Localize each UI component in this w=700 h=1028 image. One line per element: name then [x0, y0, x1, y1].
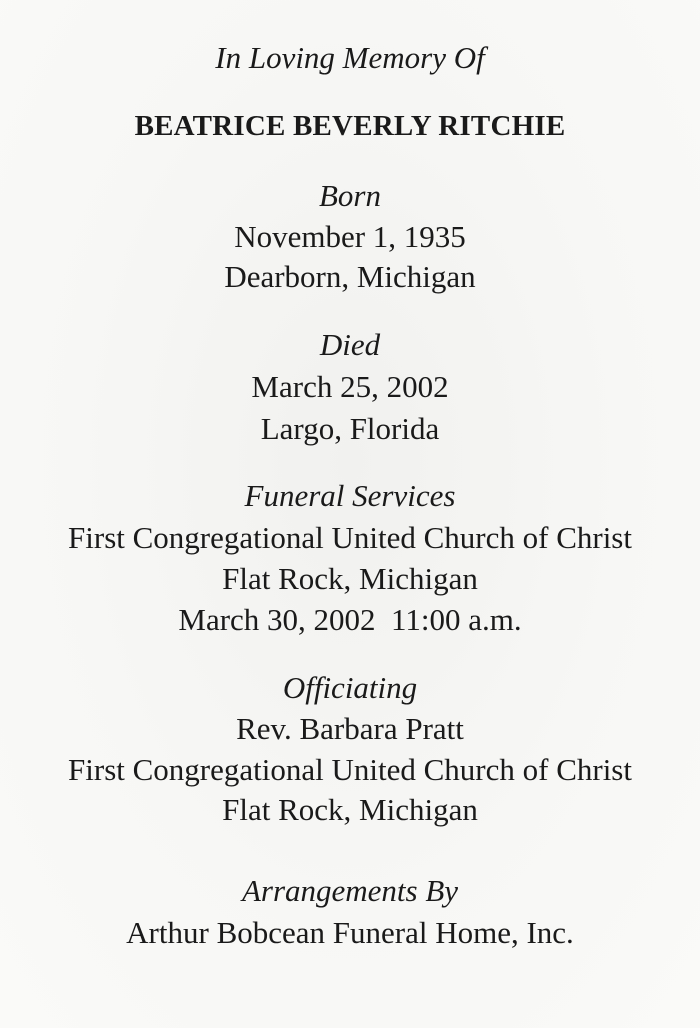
arrangements-heading: Arrangements By	[241, 873, 459, 908]
intro-heading: In Loving Memory Of	[215, 40, 485, 75]
funeral-home: Arthur Bobcean Funeral Home, Inc.	[126, 915, 574, 950]
funeral-heading: Funeral Services	[244, 478, 456, 513]
birth-date: November 1, 1935	[234, 219, 466, 254]
deceased-name: BEATRICE BEVERLY RITCHIE	[134, 110, 566, 142]
funeral-place: Flat Rock, Michigan	[222, 561, 478, 596]
officiating-heading: Officiating	[282, 670, 418, 705]
officiating-place: Flat Rock, Michigan	[222, 792, 478, 827]
death-place: Largo, Florida	[260, 411, 440, 446]
birth-place: Dearborn, Michigan	[224, 259, 476, 294]
officiant-name: Rev. Barbara Pratt	[236, 711, 464, 746]
death-date: March 25, 2002	[251, 369, 449, 404]
funeral-datetime: March 30, 2002 11:00 a.m.	[178, 602, 522, 637]
funeral-church: First Congregational United Church of Christ	[68, 520, 632, 555]
officiating-church: First Congregational United Church of Christ	[68, 752, 632, 787]
died-heading: Died	[319, 327, 381, 362]
born-heading: Born	[319, 178, 381, 213]
